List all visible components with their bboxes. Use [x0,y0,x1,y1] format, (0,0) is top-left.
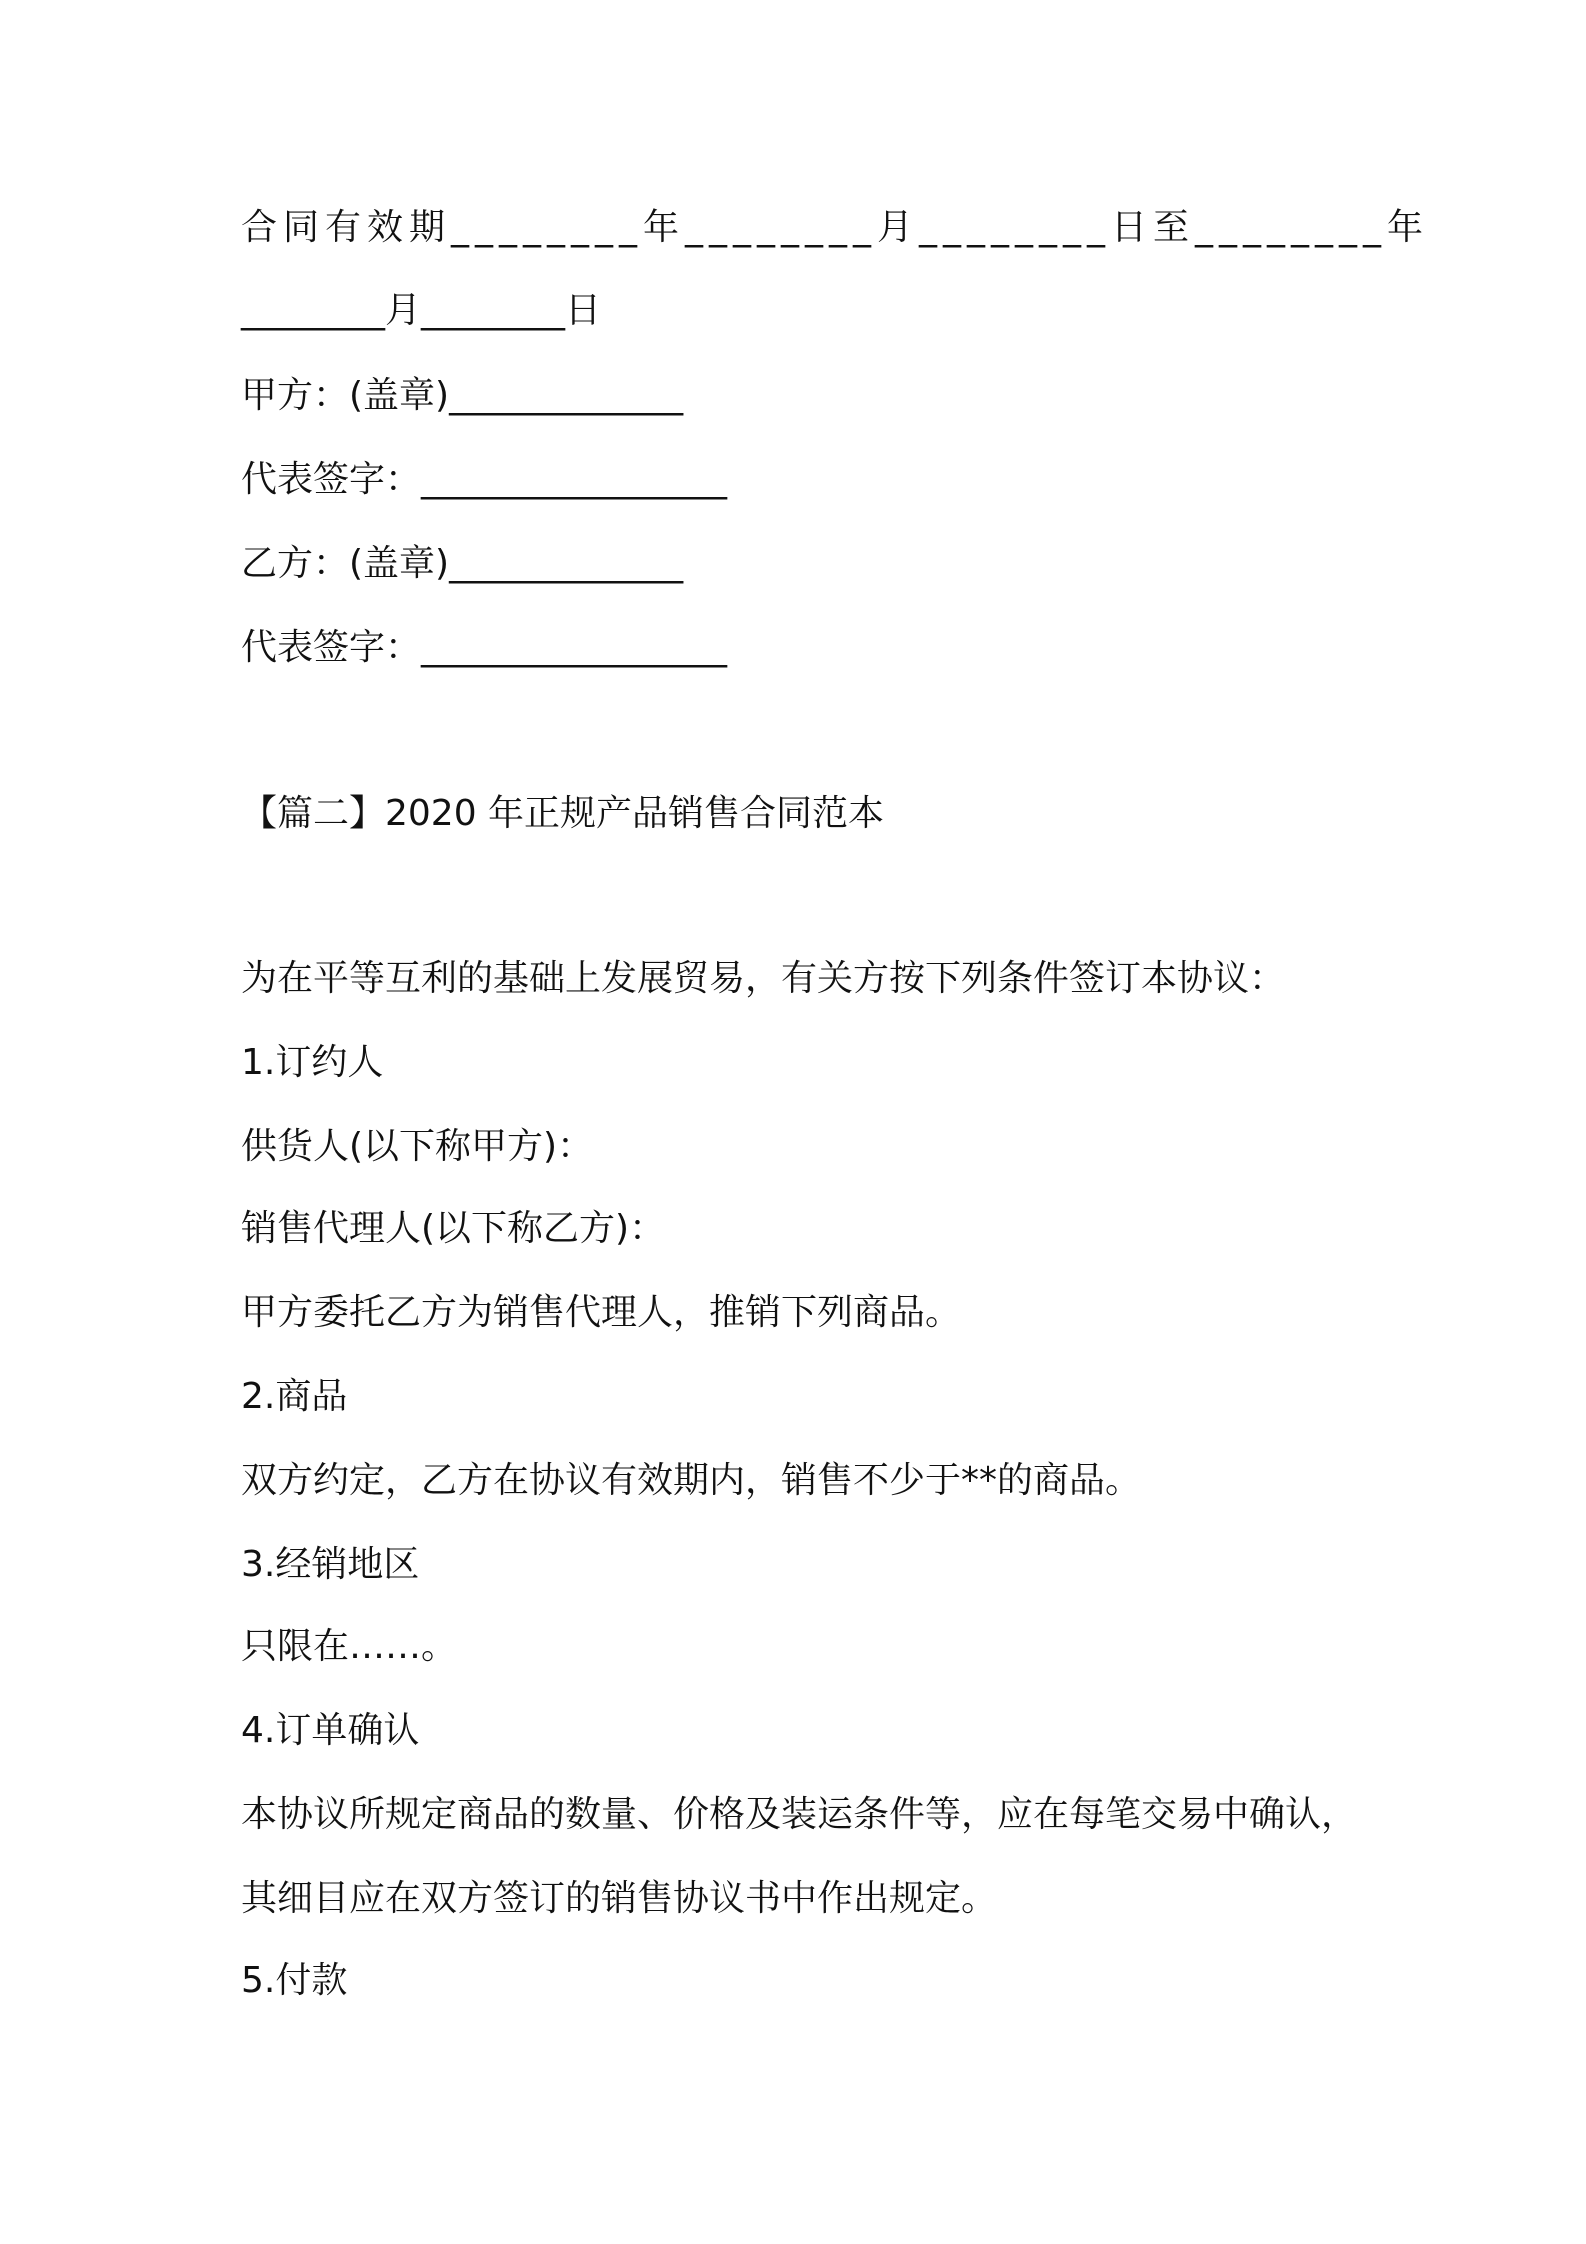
agreement-intro: 为在平等互利的基础上发展贸易，有关方按下列条件签订本协议： [241,958,1286,999]
clause-2-text: 双方约定，乙方在协议有效期内，销售不少于**的商品。 [241,1460,1142,1501]
clause-2-title: 2.商品 [241,1376,348,1417]
clause-4-text: 本协议所规定商品的数量、价格及装运条件等，应在每笔交易中确认， [241,1794,1358,1835]
section-heading: 【篇二】2020 年正规产品销售合同范本 [241,793,885,834]
clause-4-title: 4.订单确认 [241,1710,420,1751]
party-a-seal-line: 甲方：(盖章)_____________ [241,375,684,416]
clause-1-agent: 销售代理人(以下称乙方)： [241,1208,666,1249]
clause-1-text: 甲方委托乙方为销售代理人，推销下列商品。 [241,1292,962,1333]
contract-validity-line-continued: ________月________日 [241,290,601,331]
clause-3-title: 3.经销地区 [241,1544,420,1585]
party-b-signature-line: 代表签字：_________________ [241,627,728,668]
clause-4-text-continued: 其细目应在双方签订的销售协议书中作出规定。 [241,1878,998,1919]
party-b-seal-line: 乙方：(盖章)_____________ [241,543,684,584]
clause-1-title: 1.订约人 [241,1042,384,1083]
clause-5-title: 5.付款 [241,1960,348,2001]
clause-1-supplier: 供货人(以下称甲方)： [241,1126,594,1167]
clause-3-text: 只限在……。 [241,1626,458,1667]
contract-validity-line: 合同有效期________年________月________日至________年 [241,207,1430,248]
party-a-signature-line: 代表签字：_________________ [241,459,728,500]
